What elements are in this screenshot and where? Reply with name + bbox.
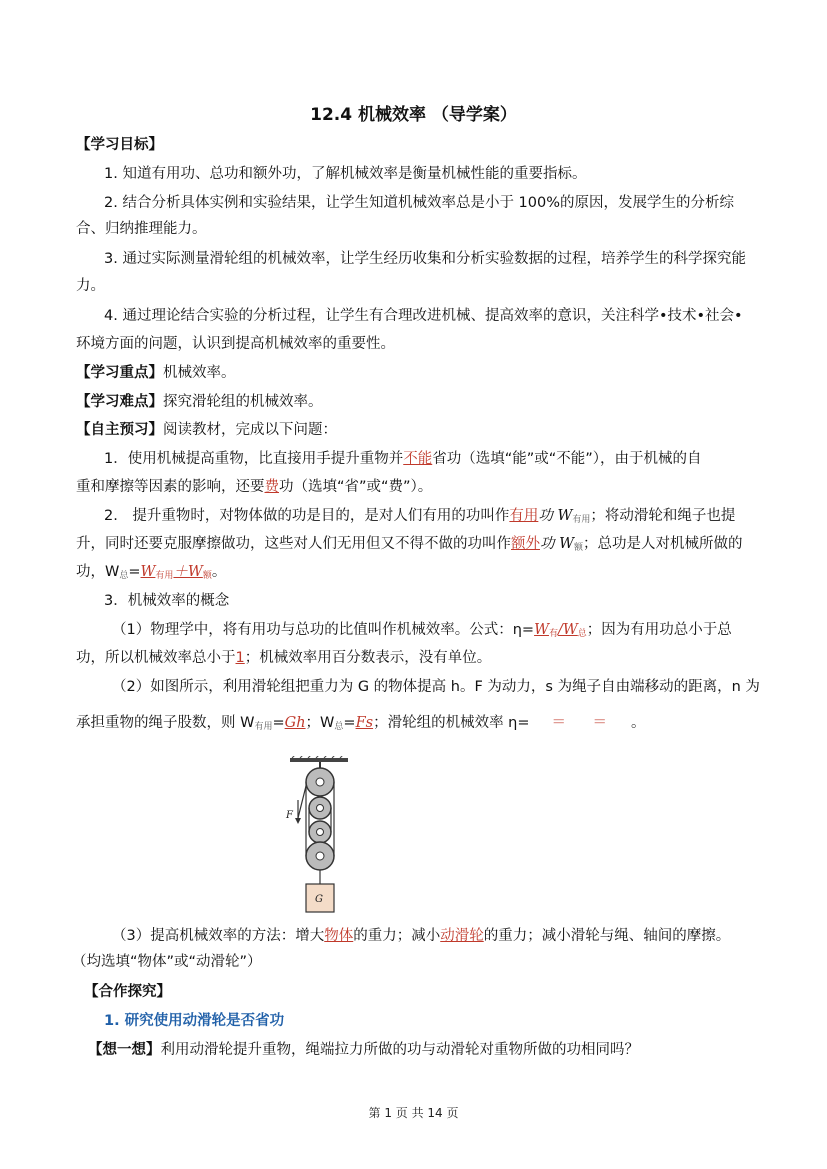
key-point-heading: 【学习重点】 bbox=[76, 365, 163, 381]
key-point bbox=[76, 363, 757, 383]
text: ；W bbox=[305, 715, 335, 731]
answer-blank: 费 bbox=[264, 479, 279, 495]
text: 省功（选填“能”或“不能”），由于机械的自 bbox=[432, 451, 702, 467]
text: 重和摩擦等因素的影响，还要 bbox=[76, 479, 265, 495]
answer-blank: 1 bbox=[235, 650, 245, 666]
text: 的重力；减小 bbox=[353, 928, 441, 944]
subscript: 额 bbox=[202, 571, 212, 581]
question-3-heading: 3．机械效率的概念 bbox=[104, 593, 230, 609]
weight-label: G bbox=[315, 894, 323, 905]
think-text: 利用动滑轮提升重物，绳端拉力所做的功与动滑轮对重物所做的功相同吗？ bbox=[160, 1042, 639, 1058]
text: 功 W bbox=[540, 536, 575, 552]
page-title: 12.4 机械效率 （导学案） bbox=[310, 105, 517, 125]
objective-item: 4. 通过理论结合实验的分析过程，让学生有合理改进机械、提高效率的意识，关注科学•技术•社会• bbox=[104, 308, 743, 324]
answer-blank: W bbox=[534, 622, 549, 638]
difficulty-heading: 【学习难点】 bbox=[76, 394, 163, 410]
answer-blank: /W bbox=[557, 622, 578, 638]
question-3-1-line-1 bbox=[112, 620, 757, 644]
difficulty bbox=[76, 392, 757, 412]
objective-item: 力。 bbox=[76, 278, 105, 294]
pulley-figure bbox=[284, 756, 364, 916]
cooperate-heading: 【合作探究】 bbox=[84, 984, 171, 1000]
objective-item: 3. 通过实际测量滑轮组的机械效率，让学生经历收集和分析实验数据的过程，培养学生的科学探究能 bbox=[104, 251, 746, 267]
text: 功 W bbox=[538, 508, 573, 524]
section-heading: 1. 研究使用动滑轮是否省功 bbox=[104, 1013, 285, 1029]
preview-heading: 【自主预习】 bbox=[76, 422, 163, 438]
text: （1）物理学中，将有用功与总功的比值叫作机械效率。公式：η= bbox=[112, 622, 535, 638]
subscript: 总 bbox=[577, 629, 587, 639]
text: 的重力；减小滑轮与绳、轴间的摩擦。 bbox=[483, 928, 731, 944]
pulley-diagram bbox=[284, 756, 364, 916]
text: 功（选填“省”或“费”）。 bbox=[279, 479, 433, 495]
objectives-heading: 【学习目标】 bbox=[76, 137, 163, 153]
objective-item: 2. 结合分析具体实例和实验结果，让学生知道机械效率总是小于 100%的原因，发展学生的分析综 bbox=[104, 195, 735, 211]
force-label: F bbox=[286, 810, 293, 821]
text: ；将动滑轮和绳子也提 bbox=[590, 508, 736, 524]
page-footer: 第 1 页 共 14 页 bbox=[368, 1106, 459, 1120]
answer-blank: ＋W bbox=[173, 564, 203, 580]
answer-equals: ＝ ＝ bbox=[551, 715, 614, 731]
text: （3）提高机械效率的方法：增大 bbox=[112, 928, 325, 944]
subscript: 总 bbox=[334, 722, 344, 732]
question-3-2-line-2 bbox=[76, 713, 757, 737]
answer-blank: 动滑轮 bbox=[440, 928, 484, 944]
text: 。 bbox=[631, 715, 646, 731]
text: = bbox=[128, 564, 141, 580]
text: = bbox=[343, 715, 356, 731]
question-3-3-line-1 bbox=[112, 926, 757, 946]
question-2-line-2 bbox=[76, 534, 757, 558]
subscript: 有用 bbox=[254, 722, 273, 732]
subscript: 额 bbox=[574, 543, 584, 553]
text: ；因为有用功总小于总 bbox=[586, 622, 732, 638]
preview-intro-text: 阅读教材，完成以下问题： bbox=[163, 422, 337, 438]
text: ；总功是人对机械所做的 bbox=[583, 536, 743, 552]
question-3-3-line-2: （均选填“物体”或“动滑轮”） bbox=[72, 954, 262, 970]
preview-intro bbox=[76, 420, 757, 440]
text: 升，同时还要克服摩擦做功，这些对人们无用但又不得不做的功叫作 bbox=[76, 536, 511, 552]
difficulty-text: 探究滑轮组的机械效率。 bbox=[163, 394, 323, 410]
question-2-line-1 bbox=[104, 506, 757, 530]
question-1-line-2 bbox=[76, 477, 757, 497]
question-3-2-line-1: （2）如图所示，利用滑轮组把重力为 G 的物体提高 h。F 为动力，s 为绳子自由端移动的距离，n 为 bbox=[112, 679, 760, 695]
text: ；机械效率用百分数表示，没有单位。 bbox=[244, 650, 492, 666]
text: 承担重物的绳子股数，则 W bbox=[76, 715, 255, 731]
subscript: 总 bbox=[119, 571, 129, 581]
think-prompt bbox=[88, 1040, 757, 1060]
subscript: 有 bbox=[548, 629, 558, 639]
text: 2. 提升重物时，对物体做的功是目的，是对人们有用的功叫作 bbox=[104, 508, 510, 524]
subscript: 有用 bbox=[572, 515, 591, 525]
objective-item: 1. 知道有用功、总功和额外功，了解机械效率是衡量机械性能的重要指标。 bbox=[104, 166, 587, 182]
answer-blank: W bbox=[140, 564, 156, 580]
answer-blank: Fs bbox=[355, 715, 374, 731]
answer-blank: 物体 bbox=[324, 928, 354, 944]
text: = bbox=[272, 715, 285, 731]
text: 。 bbox=[211, 564, 227, 580]
text: 功，所以机械效率总小于 bbox=[76, 650, 236, 666]
objective-item: 合、归纳推理能力。 bbox=[76, 221, 207, 237]
ceiling-hatch bbox=[292, 756, 344, 758]
think-heading: 【想一想】 bbox=[88, 1042, 161, 1058]
answer-blank: 额外 bbox=[511, 536, 540, 552]
subscript: 有用 bbox=[155, 571, 174, 581]
text: ；滑轮组的机械效率 η= bbox=[373, 715, 530, 731]
question-3-1-line-2 bbox=[76, 648, 757, 668]
objective-item: 环境方面的问题，认识到提高机械效率的重要性。 bbox=[76, 336, 395, 352]
key-point-text: 机械效率。 bbox=[163, 365, 236, 381]
answer-blank: 有用 bbox=[509, 508, 539, 524]
text: 1．使用机械提高重物，比直接用手提升重物并 bbox=[104, 451, 404, 467]
answer-blank: 不能 bbox=[403, 451, 433, 467]
question-2-line-3 bbox=[76, 562, 757, 586]
text: 功，W bbox=[76, 564, 120, 580]
answer-blank: Gh bbox=[284, 715, 306, 731]
question-1-line-1 bbox=[104, 449, 757, 469]
ceiling-bar bbox=[290, 758, 348, 762]
